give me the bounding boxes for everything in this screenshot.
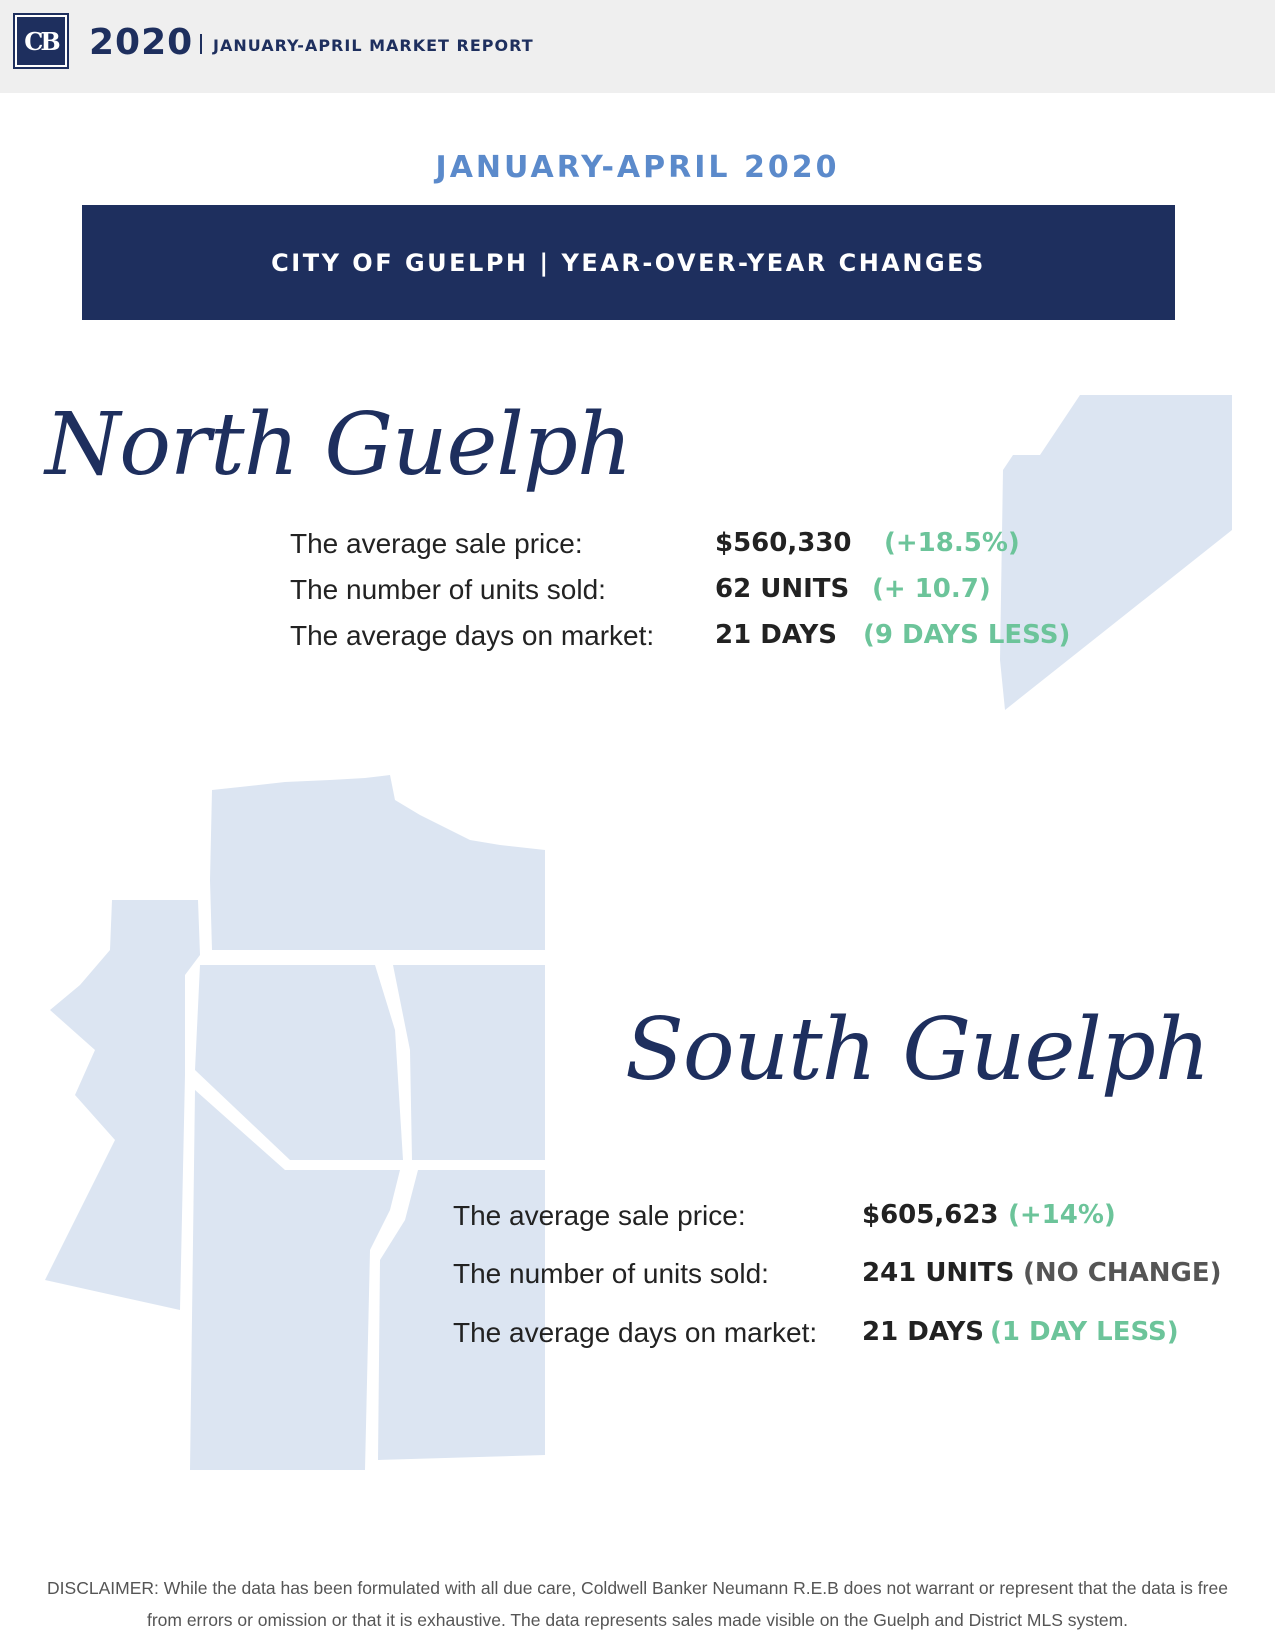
south-stat-change: (1 DAY LESS) (990, 1317, 1179, 1347)
disclaimer: DISCLAIMER: While the data has been formulated with all due care, Coldwell Banker Neumann R.E.B does not warrant or represent that the data is free from errors or omission or that it is exhaustive. The data represents sales made visible on the Guelph and District MLS system. (47, 1578, 1228, 1630)
city-banner-text: CITY OF GUELPH | YEAR-OVER-YEAR CHANGES (271, 248, 986, 277)
header-subtitle: JANUARY-APRIL MARKET REPORT (213, 36, 534, 55)
south-stat-label: The average sale price: (453, 1200, 746, 1231)
north-stat-label: The average days on market: (290, 620, 655, 651)
coldwell-banker-logo: CB (15, 15, 67, 67)
south-map-block-center-east (393, 965, 545, 1160)
north-stat-label: The number of units sold: (290, 574, 606, 605)
report-period: JANUARY-APRIL 2020 (435, 150, 840, 185)
north-stat-label: The average sale price: (290, 528, 583, 559)
south-stat-value: 241 UNITS (862, 1258, 1015, 1288)
north-stat-change: (+ 10.7) (872, 574, 991, 604)
north-stat-value: 21 DAYS (715, 620, 838, 650)
south-stat-value: $605,623 (862, 1200, 999, 1230)
header-year: 2020 (89, 22, 194, 63)
north-map-shape (1000, 395, 1232, 710)
north-stat-change: (9 DAYS LESS) (863, 620, 1071, 650)
south-stat-change: (NO CHANGE) (1023, 1258, 1222, 1288)
south-stat-change: (+14%) (1008, 1200, 1116, 1230)
north-stat-change: (+18.5%) (884, 528, 1020, 558)
south-map-west-strip (45, 900, 200, 1310)
south-stat-value: 21 DAYS (862, 1317, 985, 1347)
south-stat-label: The number of units sold: (453, 1258, 769, 1289)
south-map-block-north (210, 775, 545, 950)
south-stat-label: The average days on market: (453, 1317, 818, 1348)
north-guelph-title: North Guelph (45, 395, 632, 495)
north-stat-value: $560,330 (715, 528, 852, 558)
north-stat-value: 62 UNITS (715, 574, 850, 604)
south-guelph-title: South Guelph (625, 1000, 1210, 1100)
